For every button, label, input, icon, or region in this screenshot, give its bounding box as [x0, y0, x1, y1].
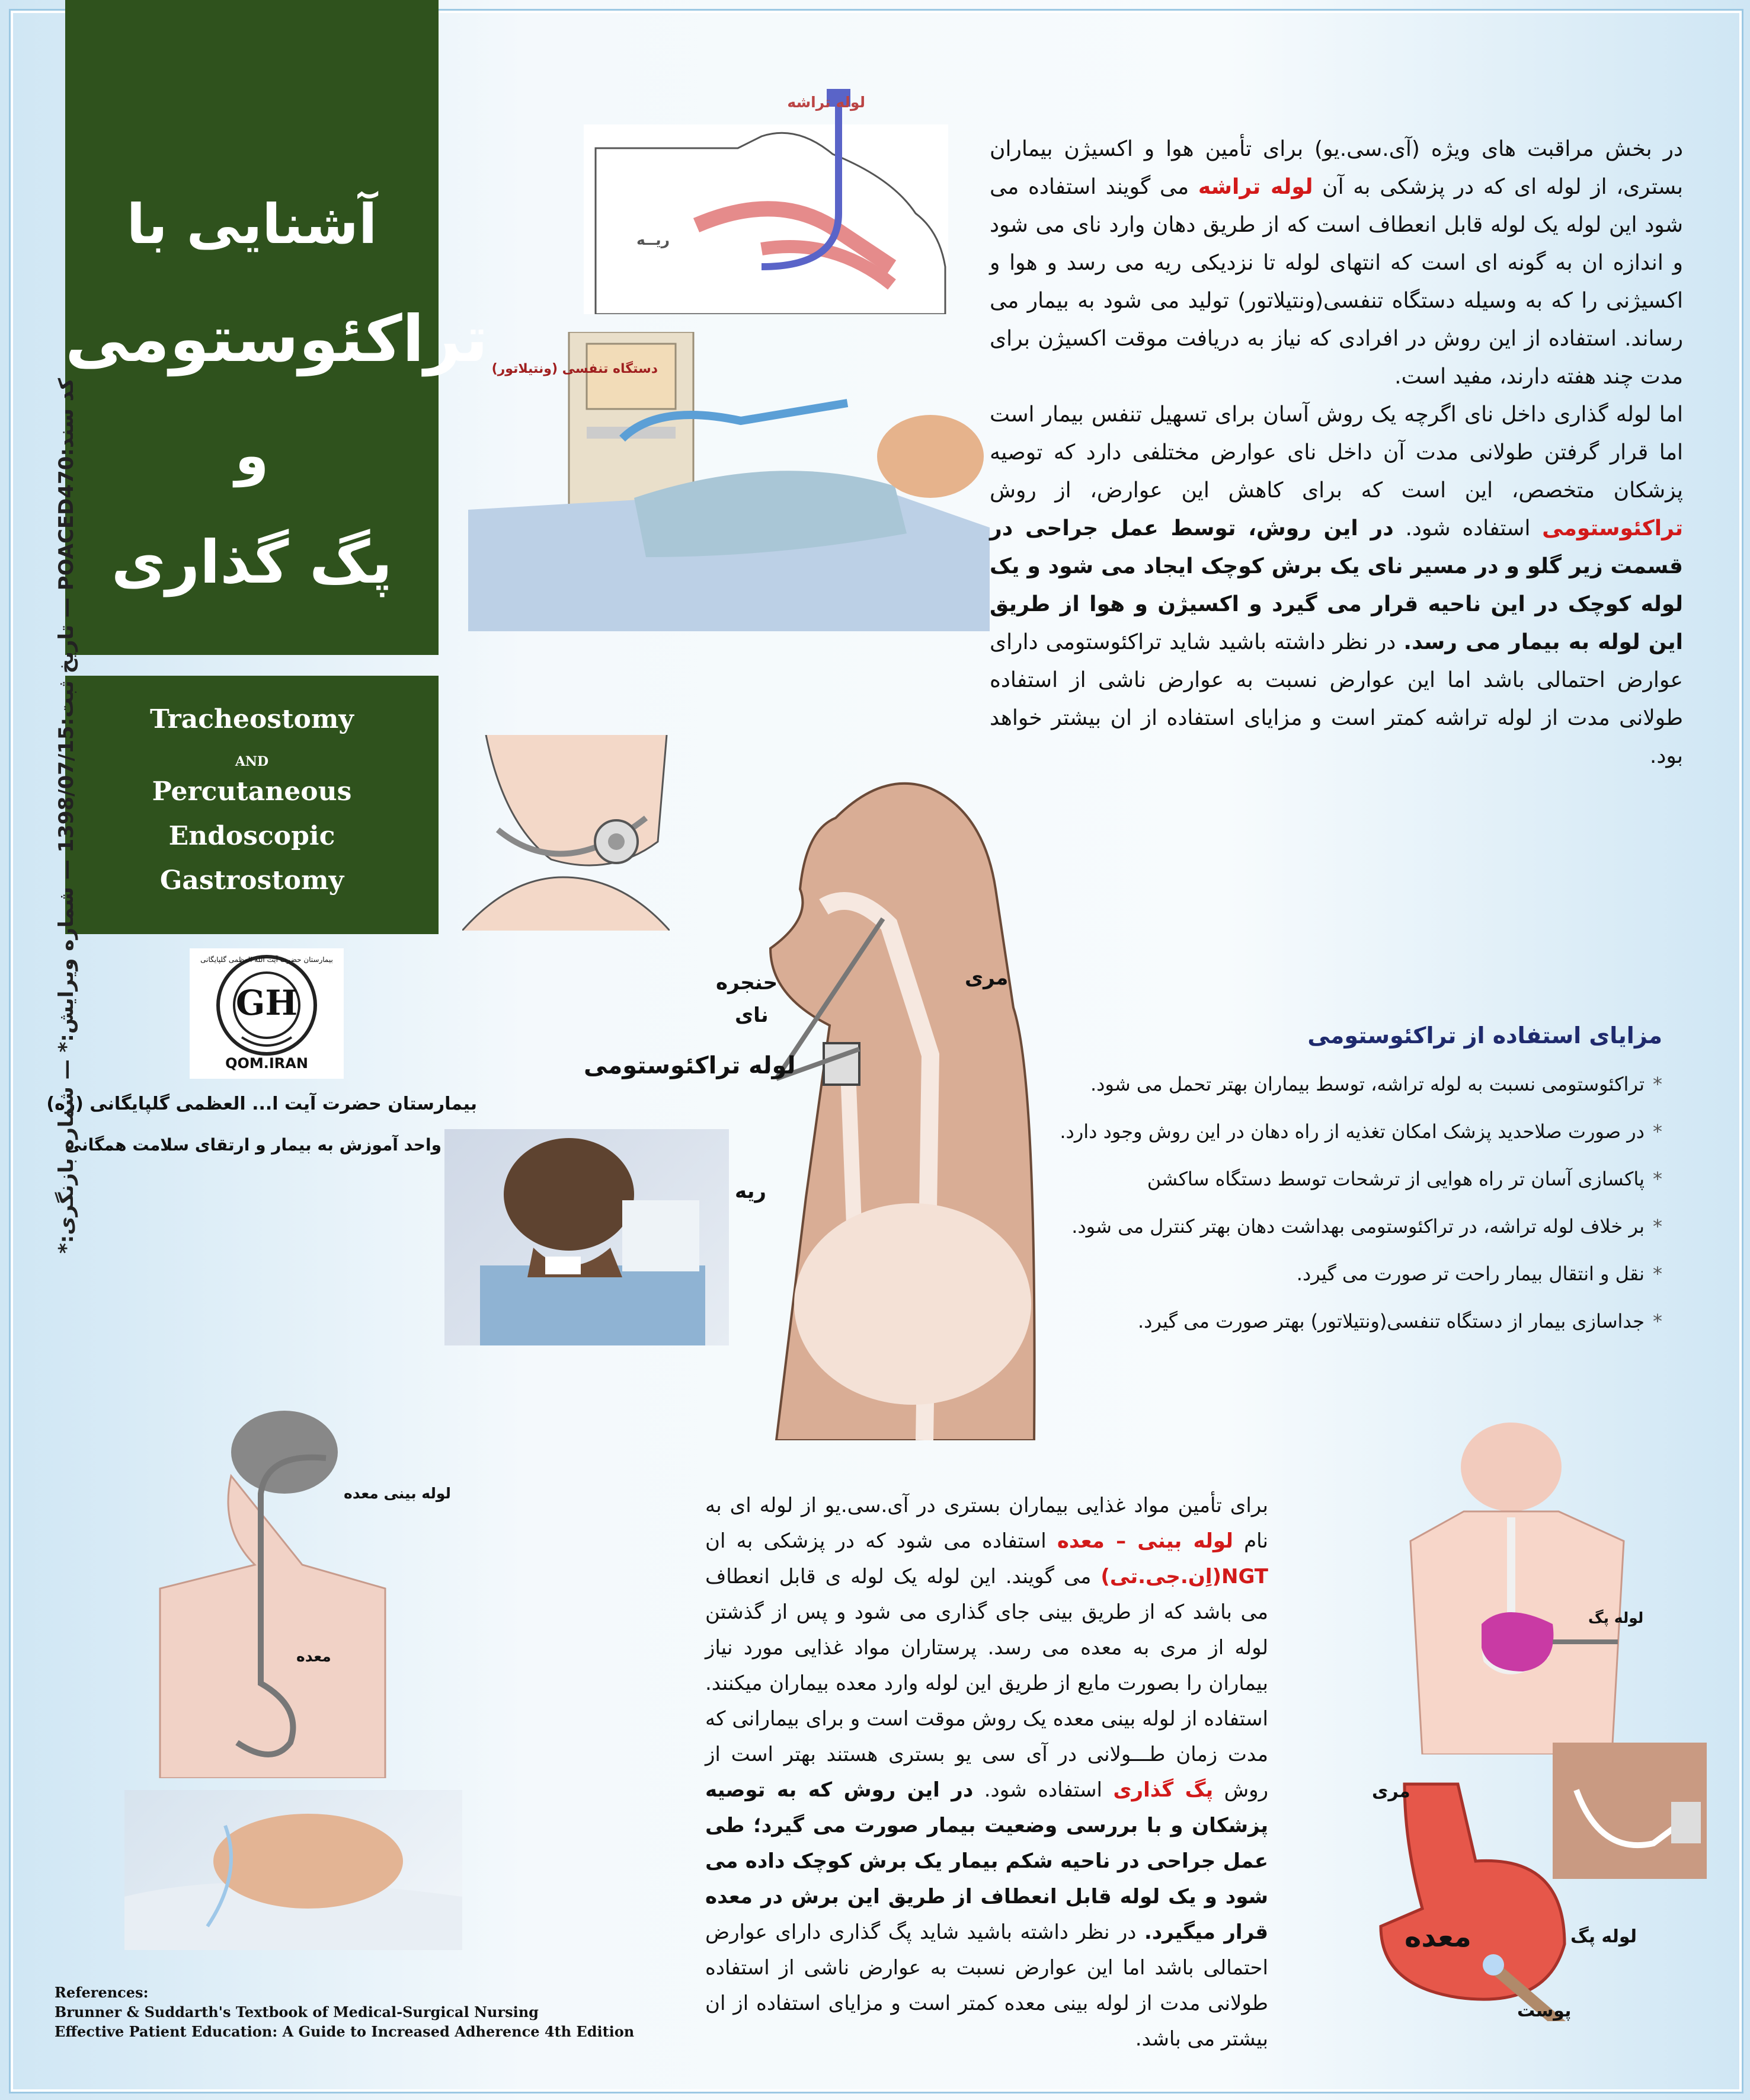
label-ng-tube: لوله بینی معده	[344, 1485, 451, 1502]
intro-red-tracheostomy: تراکئوستومی	[1542, 516, 1684, 541]
peg-red-ng-tube: لوله بینی – معده	[1057, 1529, 1233, 1553]
advantage-item: *تراکئوستومی نسبت به لوله تراشه، توسط بیماران بهتر تحمل می شود.	[1090, 1073, 1662, 1095]
title-box	[65, 0, 488, 655]
bullet-star-icon: *	[1653, 1262, 1662, 1285]
intro-text-4: استفاده شود.	[1393, 516, 1543, 541]
peg-red-ngt: NGT(اِن.جی.تی)	[1100, 1565, 1268, 1588]
label-ventilator: دستگاه تنفسی (ونتیلاتور)	[491, 362, 658, 376]
peg-paragraph	[705, 1488, 1268, 2057]
title-line-4: پگ گذاری	[111, 528, 393, 597]
bullet-star-icon: *	[1653, 1168, 1662, 1190]
label-trach-tube: لوله تراکئوستومی	[584, 1052, 796, 1079]
label-peg-tube-small: لوله پگ	[1588, 1609, 1644, 1626]
label-stomach-small: معده	[296, 1648, 331, 1665]
peg-text-3: می گویند. این لوله یک لوله ی قابل انعطاف می باشد که از طریق بینی جای گذاری می شود و پس از گذشتن لوله از مری به معده می رسد. پرستاران مواد غذایی مورد نیاز بیماران را بصورت مایع از طریق این لوله وارد معده بیماران میکنند. استفاده از لوله بینی معده یک روش موقت است و برای بیمارانی که مدت زمان طـــولانی در آی سی یو بستری هستند بهتر است از روش	[705, 1565, 1269, 1802]
peg-text-2: استفاده می شود که در پزشکی به ان	[705, 1529, 1057, 1553]
peg-text-1: برای تأمین مواد غذایی بیماران بستری در آی.سی.یو از لوله ای به نام	[705, 1494, 1268, 1553]
references	[55, 1983, 634, 2041]
logo-city: QOM.IRAN	[225, 1055, 308, 1072]
peg-text-5: در نظر داشته باشید شاید پگ گذاری دارای عوارض احتمالی باشد اما این عوارض نسبت به عوارض ناشی از استفاده طولانی مدت از لوله بینی معده کمتر است و مزایای استفاده از ان بیشتر می باشد.	[705, 1920, 1268, 2051]
peg-text-4: استفاده شود.	[973, 1778, 1114, 1802]
intro-text-5: در نظر داشته باشید شاید تراکئوستومی دارای عوارض احتمالی باشد اما این عوارض نسبت به عوارض ناشی از استفاده طولانی مدت از لوله تراشه کمتر است و مزایای استفاده از ان بیشتر خواهد بود.	[990, 630, 1683, 768]
hospital-unit: واحد آموزش به بیمار و ارتقای سلامت همگانی	[65, 1135, 442, 1155]
peg-red-peg: پگ گذاری	[1113, 1778, 1214, 1802]
english-title-box	[65, 676, 439, 934]
ng-patient-photo	[124, 1790, 462, 1950]
label-lung-small: ریــه	[636, 231, 670, 248]
label-tracheal-tube: لوله تراشه	[787, 94, 865, 111]
intro-red-tracheal-tube: لوله تراشه	[1198, 175, 1313, 199]
document-code: کد سند:POACED470 — تاریخ ثبت:1398/07/15 — شماره ویرایش:* — شماره بازنگری:*	[55, 378, 78, 1254]
sagittal-airway-diagram	[735, 771, 1037, 1440]
title-line-3: و	[235, 424, 269, 487]
label-skin: پوست	[1517, 2000, 1572, 2021]
bullet-star-icon: *	[1653, 1310, 1662, 1332]
label-esophagus-2: مری	[1372, 1781, 1410, 1802]
reference-2: Effective Patient Education: A Guide to Increased Adherence 4th Edition	[55, 2023, 635, 2040]
advantage-item: *بر خلاف لوله تراشه، در تراکئوستومی بهداشت دهان بهتر کنترل می شود.	[1071, 1215, 1662, 1238]
intro-text-2: می گویند استفاده می شود این لوله یک لوله قابل انعطاف است که از طریق دهان وارد نای می شود و اندازه ان به گونه ای است که انتهای لوله تا نزدیکی ریه می رسد و هوا و اکسیژنی را که به وسیله دستگاه تنفسی(ونتیلاتور) تولید می شود به بیمار می رساند. استفاده از این روش در افرادی که نیاز به دریافت موقت اکسیژن برای مدت چند هفته دارند، مفید است.	[990, 175, 1683, 389]
advantages-title: مزایای استفاده از تراکئوستومی	[1307, 1022, 1662, 1049]
intro-text-1: در بخش مراقبت های ویژه (آی.سی.یو) برای تأمین هوا و اکسیژن بیماران بستری، از لوله ای که در پزشکی به آن	[990, 137, 1683, 199]
intro-paragraph	[990, 130, 1683, 775]
logo-ring-text: بیمارستان حضرت آیت الله العظمی گلپایگانی	[200, 955, 333, 964]
peg-bold-method: در این روش که به توصیه پزشکان و با بررسی وضعیت بیمار صورت می گیرد؛ طی عمل جراحی در ناحیه شکم بیمار یک برش کوچک داده می شود و یک لوله قابل انعطاف از طریق این برش در معده قرار میگیرد.	[705, 1778, 1268, 1944]
ng-tube-diagram	[148, 1411, 451, 1778]
intro-bold-method: در این روش، توسط عمل جراحی در قسمت زیر گلو و در مسیر نای یک برش کوچک ایجاد می شود و یک لوله کوچک در این ناحیه قرار می گیرد و اکسیژن و هوا از طریق این لوله به بیمار می رسد.	[990, 516, 1683, 654]
peg-torso-diagram	[1399, 1423, 1647, 1754]
logo-letters: GH	[235, 983, 298, 1023]
advantage-item: *جداسازی بیمار از دستگاه تنفسی(ونتیلاتور) بهتر صورت می گیرد.	[1137, 1310, 1662, 1332]
abdomen-peg-photo	[1553, 1743, 1707, 1879]
title-line-1: آشنایی با	[126, 193, 377, 256]
english-title-line-3: Percutaneous	[152, 776, 352, 807]
intubation-diagram	[584, 89, 948, 314]
hospital-name: بیمارستان حضرت آیت ا... العظمی گلپایگانی (ره)	[46, 1094, 477, 1114]
advantage-item: *در صورت صلاحدید پزشک امکان تغذیه از راه دهان در این روش وجود دارد.	[1060, 1120, 1662, 1143]
reference-1: Brunner & Suddarth's Textbook of Medical-Surgical Nursing	[55, 2003, 539, 2021]
neck-trach-image	[462, 735, 670, 931]
references-title: References:	[55, 1984, 149, 2001]
bullet-star-icon: *	[1653, 1073, 1662, 1095]
patient-trach-photo	[444, 1129, 729, 1345]
intro-text-3: اما لوله گذاری داخل نای اگرچه یک روش آسان برای تسهیل تنفس بیمار است اما قرار گرفتن طولانی مدت آن داخل نای عوارض مختلفی دارد که توصیه پزشکان متخصص، این است که برای کاهش این عوارض، از روش	[990, 402, 1683, 503]
label-larynx: حنجره	[716, 971, 778, 995]
label-stomach: معده	[1405, 1920, 1471, 1954]
bullet-star-icon: *	[1653, 1215, 1662, 1238]
english-title-line-1: Tracheostomy	[150, 704, 354, 734]
advantage-item: *پاکسازی آسان تر راه هوایی از ترشحات توسط دستگاه ساکشن	[1147, 1168, 1662, 1190]
label-esophagus: مری	[965, 966, 1009, 990]
english-title-line-5: Gastrostomy	[159, 865, 344, 896]
hospital-logo	[190, 948, 344, 1079]
label-peg-tube: لوله پگ	[1570, 1926, 1637, 1947]
english-title-line-2: AND	[235, 754, 269, 769]
advantage-item: *نقل و انتقال بیمار راحت تر صورت می گیرد.	[1296, 1262, 1662, 1285]
label-trachea: نای	[735, 1003, 769, 1027]
bullet-star-icon: *	[1653, 1120, 1662, 1143]
ventilated-patient-image	[468, 332, 990, 631]
label-lung: ریه	[735, 1180, 766, 1203]
title-line-2: تراکئوستومی	[65, 302, 488, 376]
english-title-line-4: Endoscopic	[168, 821, 335, 851]
